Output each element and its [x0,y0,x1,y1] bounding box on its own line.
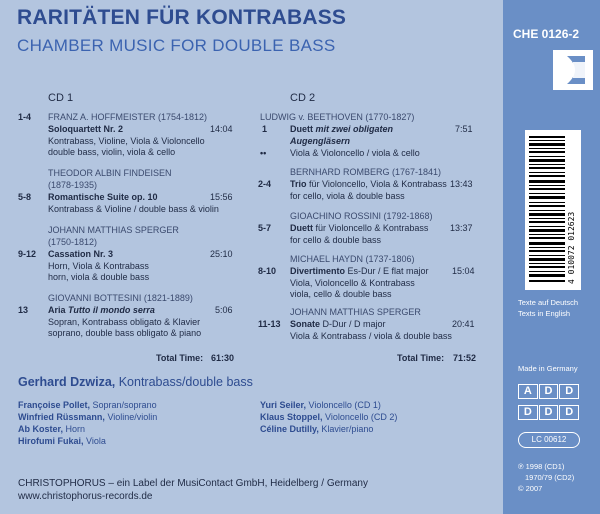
cd1-total-label: Total Time: [156,353,204,363]
barcode-number: 4 010072 012623 [567,211,576,284]
christophorus-logo-icon [553,50,593,90]
copyright: © 2007 [518,484,543,493]
texts-german: Texte auf Deutsch [518,298,579,307]
work-detail: Es-Dur / E flat major [347,266,429,276]
track-time: 7:51 [455,124,473,134]
track-time: 15:56 [210,192,233,202]
composer: LUDWIG v. BEETHOVEN (1770-1827) [260,112,415,122]
instrumentation: Viola, Violoncello & Kontrabass [290,278,415,288]
texts-english: Texts in English [518,309,571,318]
work-title [290,266,429,277]
work-title-main: Trio [290,179,307,189]
composer: GIOACHINO ROSSINI (1792-1868) [290,211,433,221]
work-title [290,179,447,190]
album-subtitle: CHAMBER MUSIC FOR DOUBLE BASS [17,36,336,55]
work-title-main: Divertimento [290,266,346,276]
lead-artist-name: Gerhard Dzwiza, [18,375,116,389]
track-marker: •• [260,148,267,158]
work-title: Soloquartett Nr. 2 [48,124,124,134]
instrumentation: for cello & double bass [290,235,382,245]
work-title-italic: Tutto il mondo serra [68,305,155,315]
performer: Hirofumi Fukai, Viola [18,436,106,446]
composer: THEODOR ALBIN FINDEISEN [48,168,172,178]
catalog-number: CHE 0126-2 [513,27,580,41]
work-title-main: Duett [290,223,313,233]
lead-artist [18,375,253,389]
work-title-italic: mit zwei obligaten [315,124,394,134]
instrumentation: Viola & Violoncello / viola & cello [290,148,420,158]
composer: GIOVANNI BOTTESINI (1821-1889) [48,293,193,303]
lead-artist-role: Kontrabass/double bass [115,375,253,389]
work-title-italic-2: Augengläsern [290,136,351,146]
composer: JOHANN MATTHIAS SPERGER [290,307,421,317]
track-number: 1-4 [18,112,32,122]
label-website[interactable]: www.christophorus-records.de [18,491,153,502]
work-title-main: Sonate [290,319,321,329]
instrumentation: soprano, double bass obligato & piano [48,328,202,338]
track-number: 13 [18,305,29,315]
work-title-main: Duett [290,124,313,134]
track-number: 1 [262,124,268,134]
work-detail: D-Dur / D major [322,319,386,329]
track-time: 13:37 [450,223,473,233]
track-number: 5-7 [258,223,272,233]
cd2-total-time: 71:52 [453,353,477,363]
work-title: Romantische Suite op. 10 [48,192,158,202]
track-number: 9-12 [18,249,37,259]
composer: JOHANN MATTHIAS SPERGER [48,225,179,235]
instrumentation: Viola & Kontrabass / viola & double bass [290,331,452,341]
work-detail: für Violoncello, Viola & Kontrabass [309,179,447,189]
track-number: 2-4 [258,179,272,189]
instrumentation: horn, viola & double bass [48,272,150,282]
cd1-total-time: 61:30 [211,353,235,363]
instrumentation: Kontrabass, Violine, Viola & Violoncello [48,136,205,146]
track-time: 14:04 [210,124,233,134]
work-title [290,223,428,234]
work-title [48,305,155,316]
instrumentation: double bass, violin, viola & cello [48,147,176,157]
phonogram-2: 1970/79 (CD2) [525,473,575,482]
track-time: 25:10 [210,249,233,259]
cd1-heading: CD 1 [48,92,74,104]
performer: Françoise Pollet, Sopran/soprano [18,400,157,410]
composer: FRANZ A. HOFFMEISTER (1754-1812) [48,112,208,122]
composer-dates: (1878-1935) [48,180,98,190]
track-number: 8-10 [258,266,277,276]
performer: Klaus Stoppel, Violoncello (CD 2) [260,412,398,422]
work-detail: für Violoncello & Kontrabass [315,223,429,233]
instrumentation: for cello, viola & double bass [290,191,405,201]
label-code: LC 00612 [518,432,580,448]
cd2-heading: CD 2 [290,92,316,104]
composer: MICHAEL HAYDN (1737-1806) [290,254,415,264]
work-title: Cassation Nr. 3 [48,249,114,259]
track-time: 5:06 [215,305,233,315]
performer: Ab Koster, Horn [18,424,86,434]
instrumentation: Horn, Viola & Kontrabass [48,261,149,271]
track-time: 13:43 [450,179,473,189]
spars-code-2: D D D [518,405,580,420]
spars-code-1: A D D [518,384,580,399]
instrumentation: Sopran, Kontrabass obligato & Klavier [48,317,201,327]
phonogram-1: ℗ 1998 (CD1) [518,462,565,471]
performer: Céline Dutilly, Klavier/piano [260,424,374,434]
cd2-total-label: Total Time: [397,353,445,363]
work-title [290,124,393,135]
track-number: 11-13 [258,319,281,329]
composer-dates: (1750-1812) [48,237,98,247]
made-in: Made in Germany [518,364,578,373]
side-panel [503,0,600,514]
work-title [290,319,386,330]
label-info: CHRISTOPHORUS – ein Label der MusiContact GmbH, Heidelberg / Germany [18,478,368,489]
barcode [525,130,581,290]
track-time: 20:41 [452,319,475,329]
work-title-main: Aria [48,305,66,315]
performer: Winfried Rüssmann, Violine/violin [18,412,158,422]
instrumentation: viola, cello & double bass [290,289,392,299]
album-title: RARITÄTEN FÜR KONTRABASS [17,6,347,29]
instrumentation: Kontrabass & Violine / double bass & violin [48,204,219,214]
track-time: 15:04 [452,266,475,276]
composer: BERNHARD ROMBERG (1767-1841) [290,167,442,177]
track-number: 5-8 [18,192,32,202]
performer: Yuri Seiler, Violoncello (CD 1) [260,400,381,410]
